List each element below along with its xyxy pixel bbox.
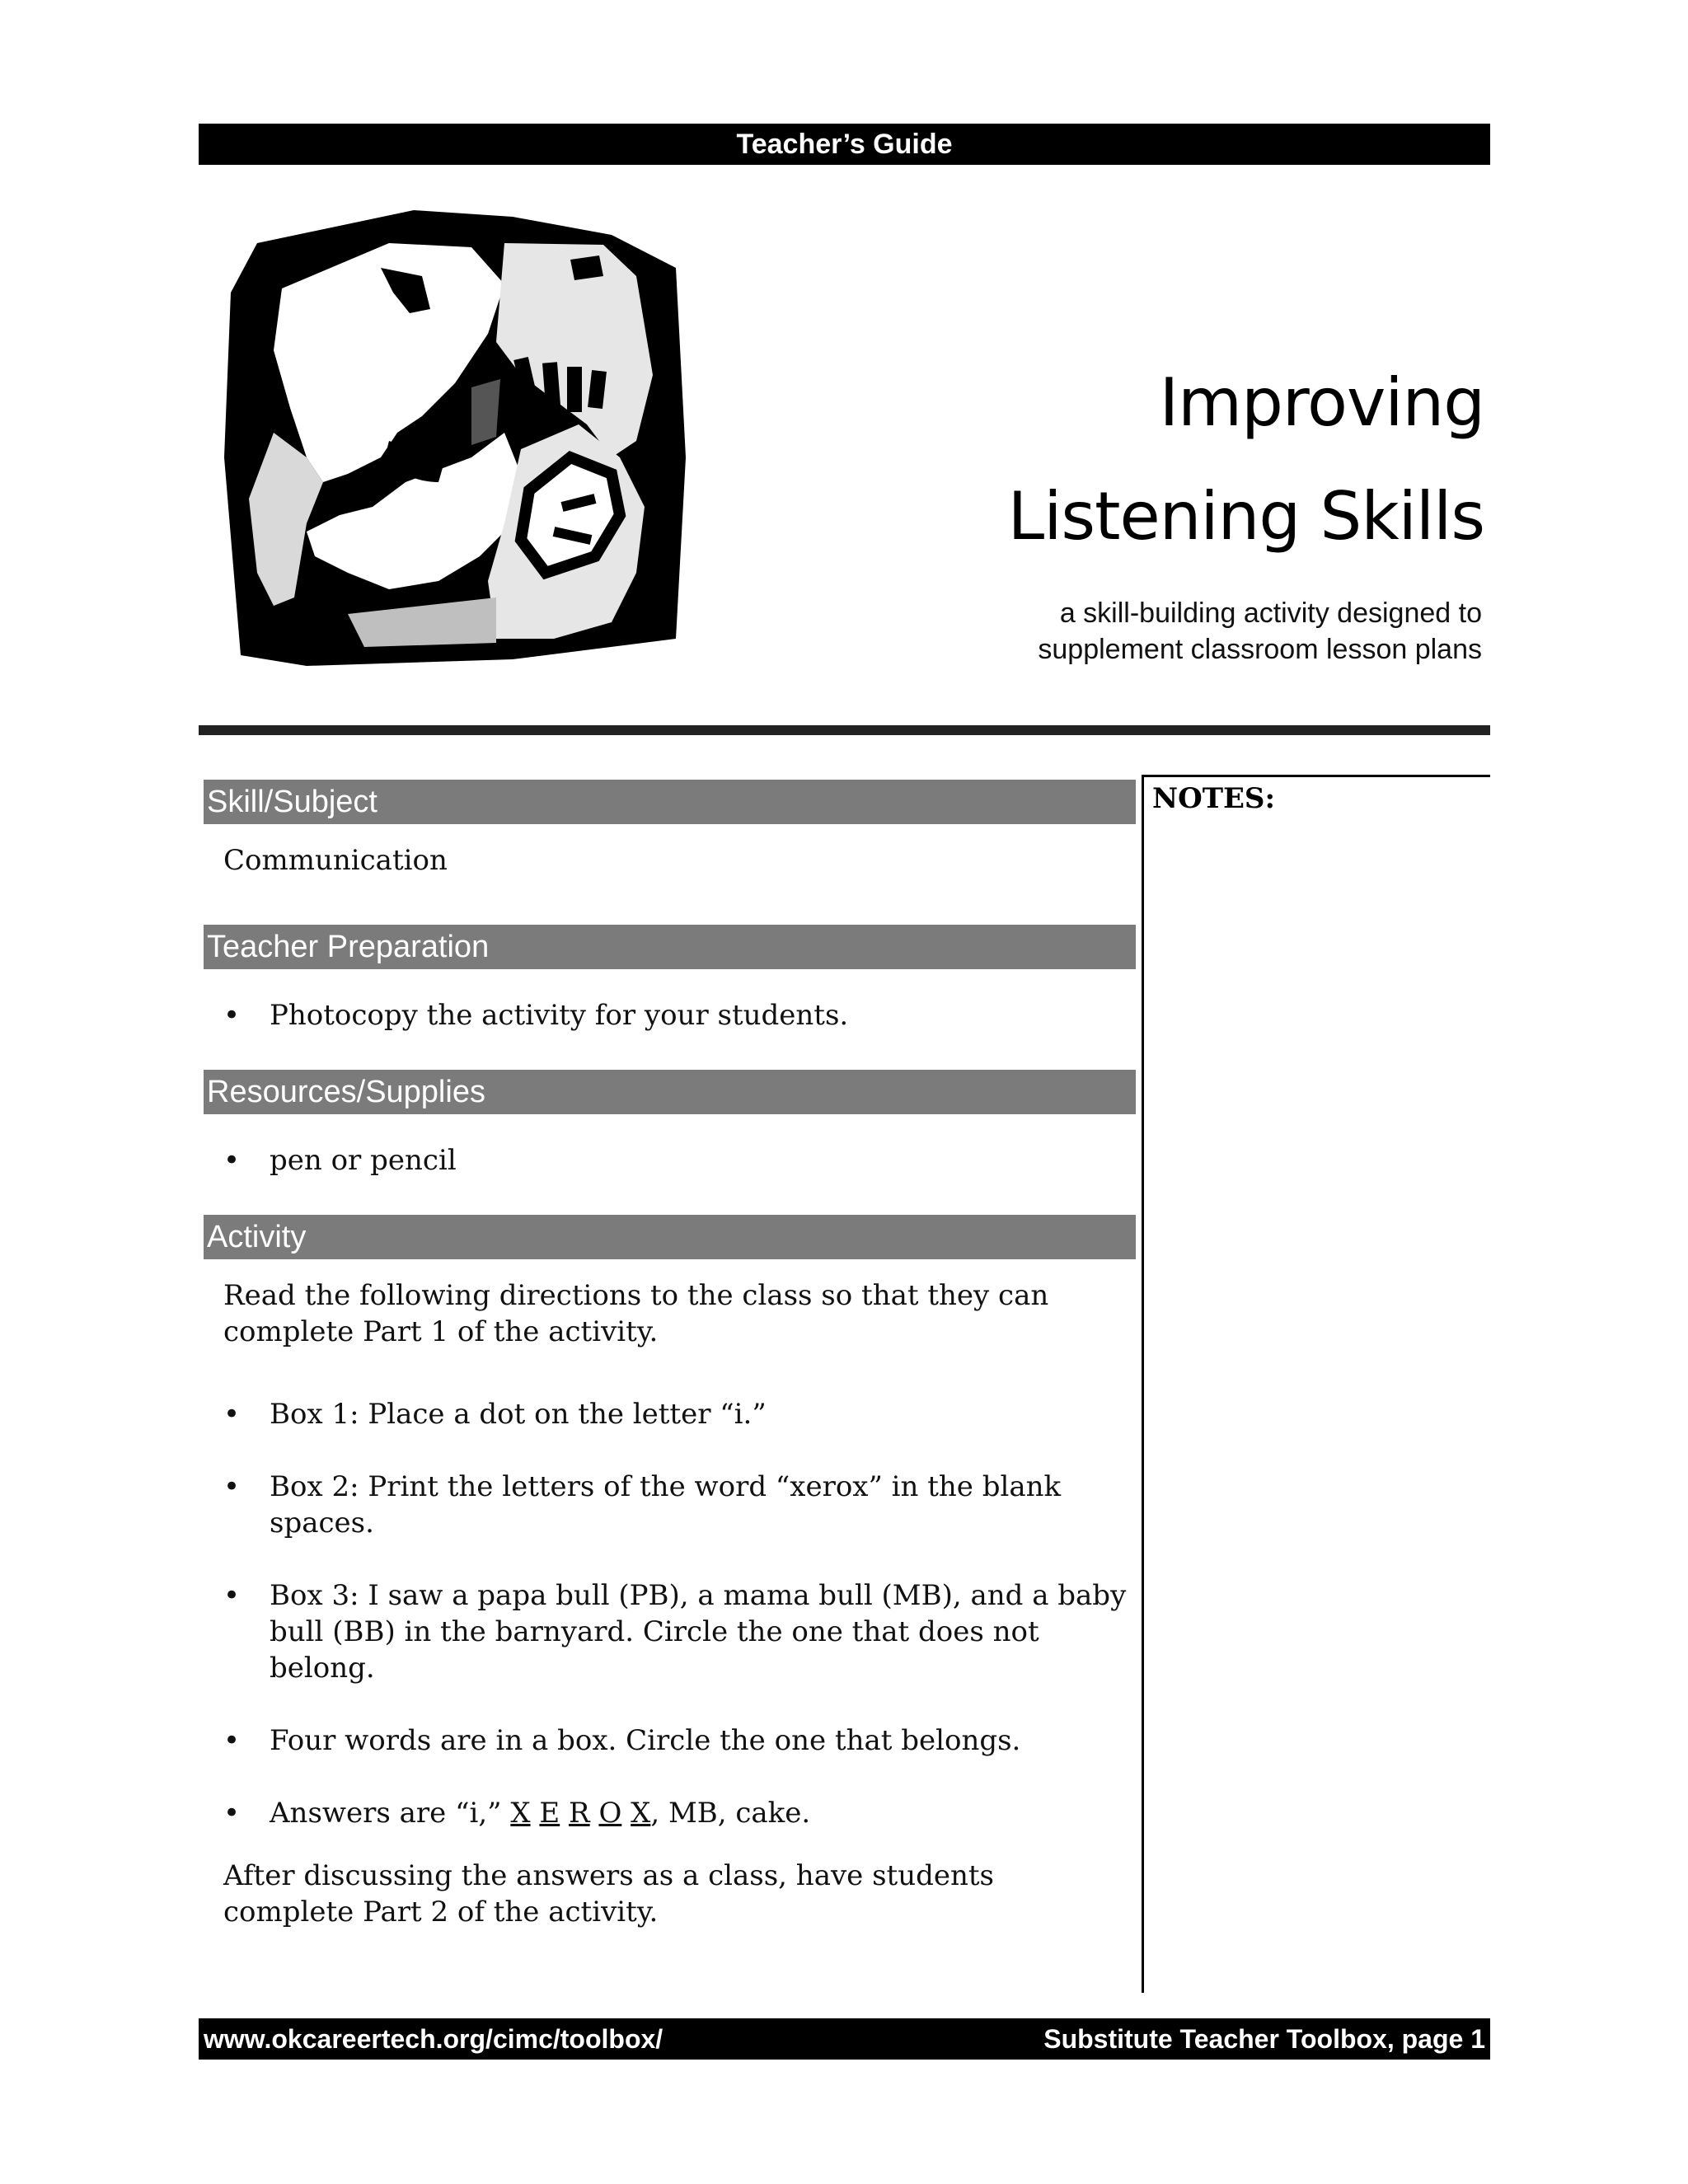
list-item bbox=[223, 1396, 1130, 1432]
list-item bbox=[223, 1795, 1130, 1831]
divider-rule bbox=[199, 725, 1490, 735]
subtitle-line-1: a skill-building activity designed to bbox=[1059, 598, 1482, 629]
list-item bbox=[223, 1577, 1130, 1686]
list-item bbox=[223, 1142, 1130, 1179]
footer-url: www.okcareertech.org/cimc/toolbox/ bbox=[204, 2024, 663, 2054]
list-item-text: Four words are in a box. Circle the one that belongs. bbox=[270, 1724, 1021, 1757]
bullet-dot: • bbox=[223, 1797, 241, 1830]
footer-banner bbox=[199, 2018, 1490, 2060]
answer-letter: O bbox=[598, 1797, 622, 1830]
answer-letter: X bbox=[510, 1797, 531, 1830]
list-item-text: pen or pencil bbox=[270, 1144, 457, 1177]
skill-text: Communication bbox=[223, 844, 448, 877]
section-heading-skill: Skill/Subject bbox=[204, 780, 1136, 824]
answers-suffix: , MB, cake. bbox=[650, 1797, 811, 1830]
title-line-2: Listening Skills bbox=[1007, 478, 1484, 555]
answer-letter: E bbox=[539, 1797, 560, 1830]
activity-intro: Read the following directions to the class so that they can complete Part 1 of the activity. bbox=[223, 1279, 1049, 1348]
notes-column bbox=[1142, 775, 1490, 1993]
list-item-text: Box 1: Place a dot on the letter “i.” bbox=[270, 1398, 767, 1431]
list-item bbox=[223, 1722, 1130, 1759]
list-item bbox=[223, 997, 1130, 1033]
answer-letter: R bbox=[569, 1797, 590, 1830]
bullet-dot: • bbox=[223, 1398, 241, 1431]
answers-text bbox=[270, 1795, 1130, 1831]
answers-prefix: Answers are “i,” bbox=[270, 1797, 502, 1830]
section-heading-resources: Resources/Supplies bbox=[204, 1070, 1136, 1114]
title-line-1: Improving bbox=[1159, 364, 1484, 441]
page-title bbox=[743, 346, 1484, 574]
subtitle-line-2: supplement classroom lesson plans bbox=[1038, 634, 1482, 665]
answer-letter: X bbox=[631, 1797, 651, 1830]
section-heading-prep: Teacher Preparation bbox=[204, 925, 1136, 969]
bullet-dot: • bbox=[223, 1579, 241, 1612]
list-item-text: Photocopy the activity for your students. bbox=[270, 999, 849, 1032]
activity-outro: After discussing the answers as a class, have students complete Part 2 of the activity. bbox=[223, 1859, 994, 1929]
list-item-text: Box 3: I saw a papa bull (PB), a mama bull (MB), and a baby bull (BB) in the barnyard. Circle the one that does not belong. bbox=[270, 1579, 1127, 1685]
list-item bbox=[223, 1469, 1130, 1541]
two-faces-listening-icon bbox=[224, 210, 696, 666]
bullet-dot: • bbox=[223, 1144, 241, 1177]
bullet-dot: • bbox=[223, 999, 241, 1032]
bullet-dot: • bbox=[223, 1724, 241, 1757]
header-banner: Teacher’s Guide bbox=[199, 124, 1490, 165]
notes-label: NOTES: bbox=[1152, 782, 1276, 815]
section-heading-activity: Activity bbox=[204, 1215, 1136, 1259]
list-item-text: Box 2: Print the letters of the word “xerox” in the blank spaces. bbox=[270, 1470, 1062, 1540]
subtitle bbox=[740, 595, 1482, 668]
bullet-dot: • bbox=[223, 1470, 241, 1503]
footer-page: Substitute Teacher Toolbox, page 1 bbox=[1043, 2024, 1485, 2054]
